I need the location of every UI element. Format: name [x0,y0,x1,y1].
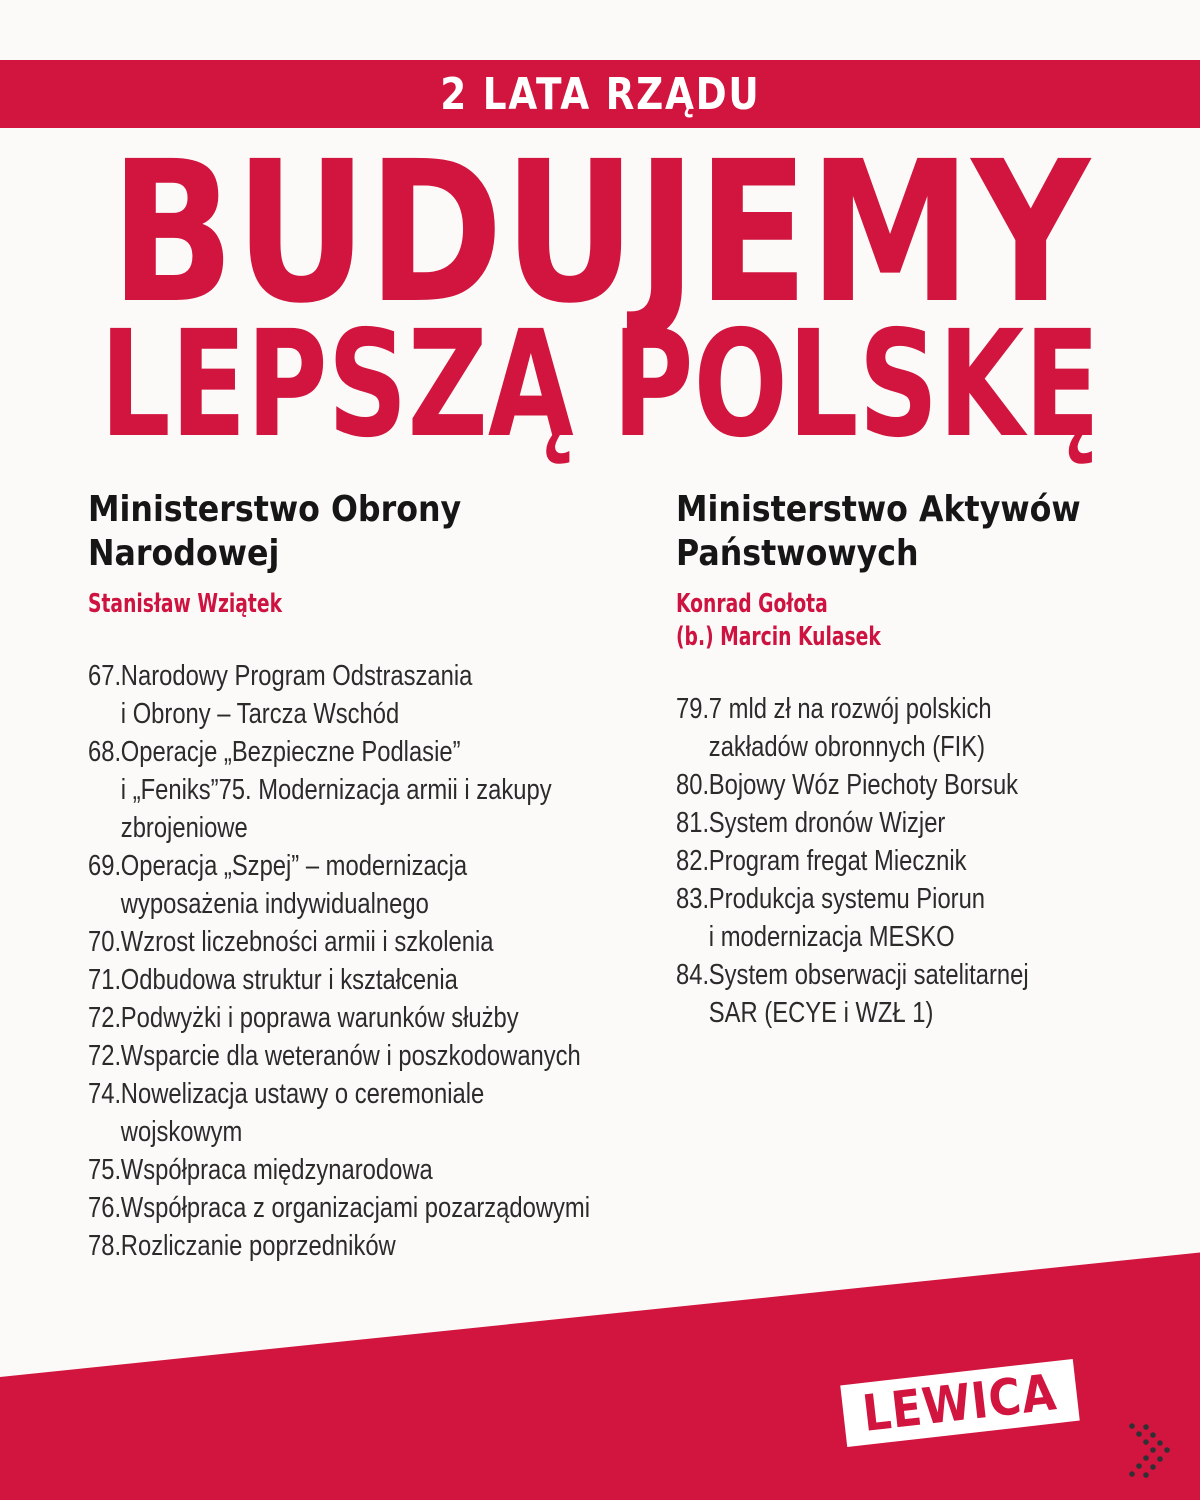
main-title-line1: BUDUJEMY [110,119,1093,346]
item-text: Współpraca z organizacjami pozarządowymi [120,1192,590,1224]
ministry-heading-assets: Ministerstwo Aktywów Państwowych [676,489,1081,574]
list-item [88,923,711,961]
list-item [88,1189,711,1227]
item-number: 80. [676,769,710,801]
ministry-heading-defense: Ministerstwo Obrony Narodowej [88,489,462,574]
banner-label: 2 LATA RZĄDU [439,68,761,120]
item-number: 76. [88,1192,122,1224]
item-number: 71. [88,964,122,996]
list-item [676,804,1135,842]
list-item [88,961,711,999]
item-number: 83. [676,883,710,915]
top-banner [0,60,1200,128]
dotted-chevron-right-icon [1113,1419,1175,1481]
item-number: 84. [676,959,710,991]
item-number: 72. [88,1002,122,1034]
item-text: 7 mld zł na rozwój polskich zakładów obronnych (FIK) [708,693,992,763]
list-item [676,842,1135,880]
defense-list [88,657,711,1265]
list-item [88,1075,711,1151]
item-number: 74. [88,1078,122,1110]
minister-name-assets: Konrad Gołota (b.) Marcin Kulasek [676,589,881,652]
list-item [676,880,1135,956]
list-item [88,847,711,923]
item-text: Wsparcie dla weteranów i poszkodowanych [120,1040,581,1072]
item-number: 70. [88,926,122,958]
list-item [676,690,1135,766]
item-number: 79. [676,693,710,725]
item-text: Operacja „Szpej” – modernizacja wyposażenia indywidualnego [120,850,468,920]
item-number: 72. [88,1040,122,1072]
list-item [88,999,711,1037]
item-number: 82. [676,845,710,877]
assets-list [676,690,1135,1032]
item-text: Narodowy Program Odstraszania i Obrony – Tarcza Wschód [120,660,473,730]
item-text: System dronów Wizjer [708,807,946,839]
list-item [88,733,711,847]
item-text: Produkcja systemu Piorun i modernizacja MESKO [708,883,986,953]
item-text: Nowelizacja ustawy o ceremoniale wojskowym [120,1078,485,1148]
item-number: 81. [676,807,710,839]
item-number: 75. [88,1154,122,1186]
item-text: Odbudowa struktur i kształcenia [120,964,458,996]
item-text: Program fregat Miecznik [708,845,967,877]
item-number: 69. [88,850,122,882]
item-text: Bojowy Wóz Piechoty Borsuk [708,769,1019,801]
main-title-line2: LEPSZĄ POLSKĘ [100,299,1100,470]
item-text: Podwyżki i poprawa warunków służby [120,1002,519,1034]
item-text: Operacje „Bezpieczne Podlasie” i „Feniks”75. Modernizacja armii i zakupy zbrojeniowe [120,736,552,844]
list-item [88,1227,711,1265]
item-number: 68. [88,736,122,768]
minister-name-defense: Stanisław Wziątek [88,589,283,619]
list-item [676,956,1135,1032]
column-state-assets [676,488,1200,1032]
list-item [676,766,1135,804]
item-text: Wzrost liczebności armii i szkolenia [120,926,494,958]
lewica-logo-label: LEWICA [860,1363,1060,1443]
list-item [88,657,711,733]
item-text: Współpraca międzynarodowa [120,1154,433,1186]
item-text: System obserwacji satelitarnej SAR (ECYE i WZŁ 1) [708,959,1029,1029]
item-text: Rozliczanie poprzedników [120,1230,396,1262]
list-item [88,1037,711,1075]
list-item [88,1151,711,1189]
item-number: 78. [88,1230,122,1262]
item-number: 67. [88,660,122,692]
